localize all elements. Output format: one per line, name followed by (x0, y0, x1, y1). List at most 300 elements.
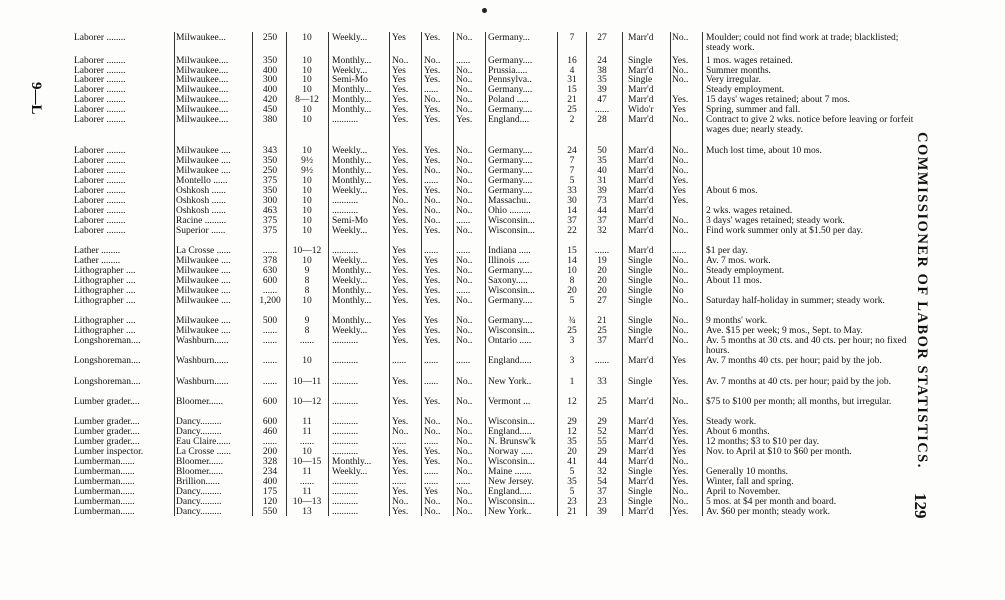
remarks-cell: Av. 7 months 40 cts. per hour; paid by the job. (706, 356, 882, 366)
hours-cell: 11 (302, 427, 312, 437)
answer-cell: Yes. (672, 95, 689, 105)
occupation-cell: Lithographer .... (74, 276, 136, 286)
answer-cell: Yes. (424, 296, 441, 306)
answer-cell: Yes. (392, 206, 409, 216)
answer-cell: Yes. (672, 437, 689, 447)
answer-cell: No.. (424, 216, 441, 226)
earnings-cell: 600 (262, 276, 278, 286)
marital-status-cell: Marr'd (628, 166, 654, 176)
birthplace-cell: Saxony..... (488, 276, 528, 286)
marital-status-cell: Marr'd (628, 33, 654, 43)
answer-cell: ...... (672, 246, 687, 256)
answer-cell: Yes. (392, 105, 409, 115)
age-cell: 39 (597, 186, 607, 196)
hours-cell: 10 (302, 186, 312, 196)
age-cell: 32 (597, 467, 607, 477)
birthplace-cell: Massachu.. (488, 196, 531, 206)
marital-status-cell: Marr'd (628, 216, 654, 226)
location-cell: La Crosse ...... (176, 246, 231, 256)
marital-status-cell: Marr'd (628, 206, 654, 216)
answer-cell: No.. (672, 66, 689, 76)
age-cell: 39 (597, 85, 607, 95)
occupation-cell: Laborer ........ (74, 75, 126, 85)
age-cell: 37 (597, 216, 607, 226)
running-title: COMMISSIONER OF LABOR STATISTICS. (914, 132, 930, 469)
marital-status-cell: Marr'd (628, 447, 654, 457)
answer-cell: No.. (456, 336, 473, 346)
age-cell: 32 (597, 226, 607, 236)
age-cell: 27 (597, 296, 607, 306)
earnings-cell: 450 (262, 105, 278, 115)
birthplace-cell: Germany.... (488, 156, 533, 166)
age-cell: 40 (597, 166, 607, 176)
column-rule (557, 32, 558, 516)
occupation-cell: Lumber grader.... (74, 397, 140, 407)
answer-cell: No.. (424, 56, 441, 66)
earnings-cell: 234 (262, 467, 278, 477)
occupation-cell: Lithographer .... (74, 296, 136, 306)
answer-cell: ...... (456, 216, 471, 226)
hours-cell: 10—12 (292, 246, 322, 256)
answer-cell: ...... (456, 246, 471, 256)
earnings-cell: ...... (262, 336, 278, 346)
marital-status-cell: Single (628, 276, 653, 286)
hours-cell: 10 (302, 447, 312, 457)
earnings-cell: 375 (262, 216, 278, 226)
marital-status-cell: Marr'd (628, 95, 654, 105)
answer-cell: Yes. (392, 156, 409, 166)
answer-cell: Yes. (672, 427, 689, 437)
marital-status-cell: Single (628, 286, 653, 296)
answer-cell: No.. (456, 156, 473, 166)
earnings-cell: 600 (262, 417, 278, 427)
answer-cell: No.. (672, 115, 689, 125)
answer-cell: Yes. (392, 85, 409, 95)
answer-cell: No.. (456, 206, 473, 216)
birthplace-cell: New Jersey. (488, 477, 534, 487)
earnings-cell: 375 (262, 226, 278, 236)
marital-status-cell: Single (628, 256, 653, 266)
marital-status-cell: Marr'd (628, 196, 654, 206)
earnings-cell: 1,200 (259, 296, 281, 306)
column-rule (328, 32, 329, 516)
answer-cell: No.. (672, 256, 689, 266)
occupation-cell: Lumber inspector. (74, 447, 144, 457)
answer-cell: Yes. (392, 176, 409, 186)
marital-status-cell: Marr'd (628, 507, 654, 517)
answer-cell: ...... (456, 356, 471, 366)
location-cell: Dancy......... (176, 497, 222, 507)
answer-cell: Yes. (392, 467, 409, 477)
answer-cell: Yes. (392, 226, 409, 236)
pay-period-cell: Weekly... (332, 256, 368, 266)
answer-cell: Yes. (392, 447, 409, 457)
years-cell: 3 (569, 336, 575, 346)
birthplace-cell: N. Brunsw'k (488, 437, 536, 447)
location-cell: Milwaukee.... (176, 75, 229, 85)
pay-period-cell: ........... (332, 356, 359, 366)
answer-cell: ...... (424, 246, 439, 256)
pay-period-cell: ........... (332, 397, 359, 407)
answer-cell: Yes. (424, 146, 441, 156)
pay-period-cell: Weekly... (332, 66, 368, 76)
answer-cell: Yes. (672, 196, 689, 206)
answer-cell: Yes. (424, 33, 441, 43)
pay-period-cell: ........... (332, 507, 359, 517)
location-cell: Milwaukee .... (176, 316, 231, 326)
marital-status-cell: Marr'd (628, 397, 654, 407)
birthplace-cell: Germany.... (488, 105, 533, 115)
answer-cell: Yes. (392, 166, 409, 176)
answer-cell: No.. (672, 216, 689, 226)
remarks-cell: $75 to $100 per month; all months, but irregular. (706, 397, 892, 407)
location-cell: Milwaukee .... (176, 326, 231, 336)
birthplace-cell: England..... (488, 427, 532, 437)
answer-cell: Yes. (424, 326, 441, 336)
earnings-cell: 375 (262, 176, 278, 186)
pay-period-cell: Weekly... (332, 226, 368, 236)
occupation-cell: Laborer ........ (74, 206, 126, 216)
years-cell: 12 (567, 427, 577, 437)
pay-period-cell: Semi-Mo (332, 216, 368, 226)
age-cell: 47 (597, 95, 607, 105)
answer-cell: No.. (456, 256, 473, 266)
years-cell: 21 (567, 507, 577, 517)
years-cell: 15 (567, 85, 577, 95)
occupation-cell: Laborer ........ (74, 176, 126, 186)
marital-status-cell: Single (628, 497, 653, 507)
answer-cell: Yes (424, 487, 438, 497)
answer-cell: Yes. (672, 176, 689, 186)
remarks-cell: Moulder; could not find work at trade; blacklisted; steady work. (706, 33, 899, 53)
pay-period-cell: Weekly... (332, 146, 368, 156)
column-rule (252, 32, 253, 516)
birthplace-cell: Pennsylva.. (488, 75, 532, 85)
answer-cell: No.. (456, 176, 473, 186)
pay-period-cell: ........... (332, 377, 359, 387)
birthplace-cell: Germany.... (488, 316, 533, 326)
answer-cell: No.. (672, 33, 689, 43)
years-cell: 30 (567, 196, 577, 206)
hours-cell: 10 (302, 226, 312, 236)
column-rule (453, 32, 454, 516)
marital-status-cell: Single (628, 377, 653, 387)
answer-cell: Yes (672, 105, 686, 115)
pay-period-cell: ........... (332, 437, 359, 447)
column-rule (389, 32, 390, 516)
answer-cell: No.. (672, 146, 689, 156)
hours-cell: 9½ (301, 156, 313, 166)
answer-cell: No.. (456, 166, 473, 176)
marital-status-cell: Single (628, 326, 653, 336)
age-cell: 37 (597, 336, 607, 346)
hours-cell: 10—15 (292, 457, 322, 467)
location-cell: Milwaukee.... (176, 95, 229, 105)
age-cell: 25 (597, 397, 607, 407)
age-cell: 24 (597, 56, 607, 66)
answer-cell: No.. (424, 95, 441, 105)
occupation-cell: Lumber grader.... (74, 437, 140, 447)
years-cell: 7 (569, 166, 575, 176)
birthplace-cell: Germany.... (488, 176, 533, 186)
occupation-cell: Laborer ........ (74, 85, 126, 95)
earnings-cell: ...... (262, 286, 278, 296)
pay-period-cell: Monthly... (332, 105, 372, 115)
answer-cell: No.. (456, 33, 473, 43)
answer-cell: Yes. (672, 477, 689, 487)
answer-cell: Yes. (424, 457, 441, 467)
location-cell: Eau Claire...... (176, 437, 231, 447)
location-cell: Milwaukee.... (176, 115, 229, 125)
hours-cell: 10 (302, 75, 312, 85)
marital-status-cell: Single (628, 75, 653, 85)
answer-cell: ...... (392, 477, 407, 487)
remarks-cell: 3 days' wages retained; steady work. (706, 216, 845, 226)
location-cell: Washburn...... (176, 336, 229, 346)
earnings-cell: 600 (262, 397, 278, 407)
hours-cell: 10 (302, 146, 312, 156)
pay-period-cell: Monthly... (332, 176, 372, 186)
answer-cell: No.. (672, 156, 689, 166)
pay-period-cell: ........... (332, 196, 359, 206)
remarks-cell: Winter, fall and spring. (706, 477, 794, 487)
occupation-cell: Laborer ........ (74, 226, 126, 236)
years-cell: 5 (569, 487, 575, 497)
answer-cell: ...... (424, 85, 439, 95)
ink-dot (482, 8, 487, 13)
answer-cell: No.. (392, 497, 409, 507)
answer-cell: Yes. (424, 226, 441, 236)
years-cell: 4 (569, 66, 575, 76)
occupation-cell: Lather ........ (74, 246, 121, 256)
marital-status-cell: Marr'd (628, 115, 654, 125)
age-cell: 31 (597, 176, 607, 186)
answer-cell: Yes (392, 75, 406, 85)
marital-status-cell: Marr'd (628, 146, 654, 156)
marital-status-cell: Single (628, 467, 653, 477)
occupation-cell: Laborer ........ (74, 95, 126, 105)
remarks-cell: Saturday half-holiday in summer; steady work. (706, 296, 885, 306)
occupation-cell: Longshoreman.... (74, 356, 141, 366)
answer-cell: No.. (456, 196, 473, 206)
birthplace-cell: Germany.... (488, 186, 533, 196)
answer-cell: No.. (672, 336, 689, 346)
remarks-cell: April to November. (706, 487, 781, 497)
location-cell: Milwaukee .... (176, 276, 231, 286)
years-cell: 23 (567, 497, 577, 507)
answer-cell: No.. (456, 427, 473, 437)
birthplace-cell: New York.. (488, 377, 532, 387)
occupation-cell: Laborer ........ (74, 156, 126, 166)
earnings-cell: 420 (262, 95, 278, 105)
answer-cell: Yes (672, 447, 686, 457)
pay-period-cell: ........... (332, 497, 359, 507)
earnings-cell: 550 (262, 507, 278, 517)
hours-cell: 10 (302, 56, 312, 66)
answer-cell: Yes. (672, 56, 689, 66)
hours-cell: 8 (304, 286, 310, 296)
hours-cell: ...... (299, 336, 315, 346)
pay-period-cell: Monthly... (332, 85, 372, 95)
pay-period-cell: Monthly... (332, 286, 372, 296)
answer-cell: Yes. (424, 105, 441, 115)
answer-cell: No.. (392, 56, 409, 66)
birthplace-cell: Germany.... (488, 56, 533, 66)
answer-cell: Yes. (672, 417, 689, 427)
occupation-cell: Laborer ........ (74, 196, 126, 206)
occupation-cell: Lumberman...... (74, 487, 135, 497)
answer-cell: Yes. (672, 377, 689, 387)
hours-cell: 10 (302, 33, 312, 43)
hours-cell: 10 (302, 296, 312, 306)
occupation-cell: Lumberman...... (74, 457, 135, 467)
hours-cell: 11 (302, 467, 312, 477)
location-cell: Dancy......... (176, 417, 222, 427)
location-cell: Milwaukee .... (176, 286, 231, 296)
age-cell: 27 (597, 33, 607, 43)
marital-status-cell: Single (628, 316, 653, 326)
answer-cell: Yes. (392, 507, 409, 517)
answer-cell: ...... (424, 356, 439, 366)
pay-period-cell: Monthly... (332, 266, 372, 276)
birthplace-cell: Germany... (488, 33, 530, 43)
occupation-cell: Lather ........ (74, 256, 121, 266)
column-rule (485, 32, 486, 516)
answer-cell: ...... (424, 467, 439, 477)
marital-status-cell: Marr'd (628, 186, 654, 196)
answer-cell: No.. (424, 497, 441, 507)
column-rule (421, 32, 422, 516)
location-cell: Oshkosh ...... (176, 196, 226, 206)
hours-cell: 10 (302, 256, 312, 266)
occupation-cell: Lumberman...... (74, 477, 135, 487)
years-cell: 35 (567, 437, 577, 447)
answer-cell: Yes (424, 256, 438, 266)
remarks-cell: About 11 mos. (706, 276, 762, 286)
birthplace-cell: Norway ..... (488, 447, 533, 457)
age-cell: 28 (597, 115, 607, 125)
answer-cell: Yes. (456, 115, 473, 125)
answer-cell: No.. (456, 226, 473, 236)
age-cell: ...... (594, 356, 610, 366)
occupation-cell: Laborer ........ (74, 146, 126, 156)
years-cell: 2 (569, 115, 575, 125)
occupation-cell: Lithographer .... (74, 316, 136, 326)
occupation-cell: Laborer ........ (74, 105, 126, 115)
birthplace-cell: England.... (488, 115, 530, 125)
earnings-cell: 460 (262, 427, 278, 437)
location-cell: Milwaukee .... (176, 156, 231, 166)
answer-cell: Yes (392, 326, 406, 336)
answer-cell: Yes (672, 186, 686, 196)
marital-status-cell: Marr'd (628, 246, 654, 256)
years-cell: 21 (567, 95, 577, 105)
location-cell: Superior ...... (176, 226, 226, 236)
earnings-cell: 200 (262, 447, 278, 457)
earnings-cell: 175 (262, 487, 278, 497)
hours-cell: 9 (304, 266, 310, 276)
earnings-cell: 350 (262, 186, 278, 196)
birthplace-cell: Vermont ... (488, 397, 531, 407)
birthplace-cell: Germany.... (488, 266, 533, 276)
remarks-cell: Steady work. (706, 417, 757, 427)
occupation-cell: Laborer ........ (74, 115, 126, 125)
age-cell: 35 (597, 156, 607, 166)
answer-cell: ...... (424, 176, 439, 186)
occupation-cell: Lumberman...... (74, 507, 135, 517)
answer-cell: No (672, 286, 684, 296)
page-number: 129 (911, 493, 930, 519)
marital-status-cell: Marr'd (628, 156, 654, 166)
occupation-cell: Laborer ........ (74, 186, 126, 196)
birthplace-cell: Wisconsin... (488, 216, 535, 226)
age-cell: 33 (597, 377, 607, 387)
answer-cell: No.. (672, 226, 689, 236)
marital-status-cell: Marr'd (628, 66, 654, 76)
years-cell: 5 (569, 467, 575, 477)
pay-period-cell: Weekly... (332, 33, 368, 43)
pay-period-cell: Weekly... (332, 467, 368, 477)
hours-cell: 10—12 (292, 397, 322, 407)
answer-cell: No.. (424, 196, 441, 206)
occupation-cell: Lithographer .... (74, 266, 136, 276)
years-cell: 24 (567, 146, 577, 156)
hours-cell: 10 (302, 196, 312, 206)
remarks-cell: 15 days' wages retained; about 7 mos. (706, 95, 850, 105)
age-cell: 52 (597, 427, 607, 437)
years-cell: 1 (569, 377, 575, 387)
hours-cell: 13 (302, 507, 312, 517)
occupation-cell: Lumberman...... (74, 497, 135, 507)
occupation-cell: Laborer ........ (74, 166, 126, 176)
location-cell: Dancy......... (176, 507, 222, 517)
location-cell: Bloomer...... (176, 457, 223, 467)
pay-period-cell: Monthly... (332, 156, 372, 166)
birthplace-cell: Prussia..... (488, 66, 528, 76)
answer-cell: No.. (672, 316, 689, 326)
answer-cell: No.. (456, 326, 473, 336)
answer-cell: Yes. (392, 256, 409, 266)
answer-cell: No.. (672, 296, 689, 306)
hours-cell: 8 (304, 276, 310, 286)
earnings-cell: ...... (262, 437, 278, 447)
birthplace-cell: Wisconsin... (488, 326, 535, 336)
pay-period-cell: ........... (332, 427, 359, 437)
hours-cell: 10 (302, 66, 312, 76)
birthplace-cell: Wisconsin... (488, 286, 535, 296)
years-cell: 33 (567, 186, 577, 196)
location-cell: Oshkosh ...... (176, 206, 226, 216)
marital-status-cell: Marr'd (628, 85, 654, 95)
location-cell: Racine ......... (176, 216, 227, 226)
age-cell: 29 (597, 447, 607, 457)
earnings-cell: 250 (262, 33, 278, 43)
age-cell: 55 (597, 437, 607, 447)
marital-status-cell: Marr'd (628, 437, 654, 447)
answer-cell: Yes. (392, 216, 409, 226)
hours-cell: 11 (302, 417, 312, 427)
occupation-cell: Longshoreman.... (74, 377, 141, 387)
answer-cell: No.. (456, 316, 473, 326)
answer-cell: Yes. (392, 336, 409, 346)
years-cell: 15 (567, 246, 577, 256)
answer-cell: ...... (424, 477, 439, 487)
remarks-cell: Steady employment. (706, 85, 785, 95)
remarks-cell: 1 mos. wages retained. (706, 56, 793, 66)
pay-period-cell: ........... (332, 417, 359, 427)
answer-cell: Yes (392, 246, 406, 256)
marital-status-cell: Single (628, 56, 653, 66)
